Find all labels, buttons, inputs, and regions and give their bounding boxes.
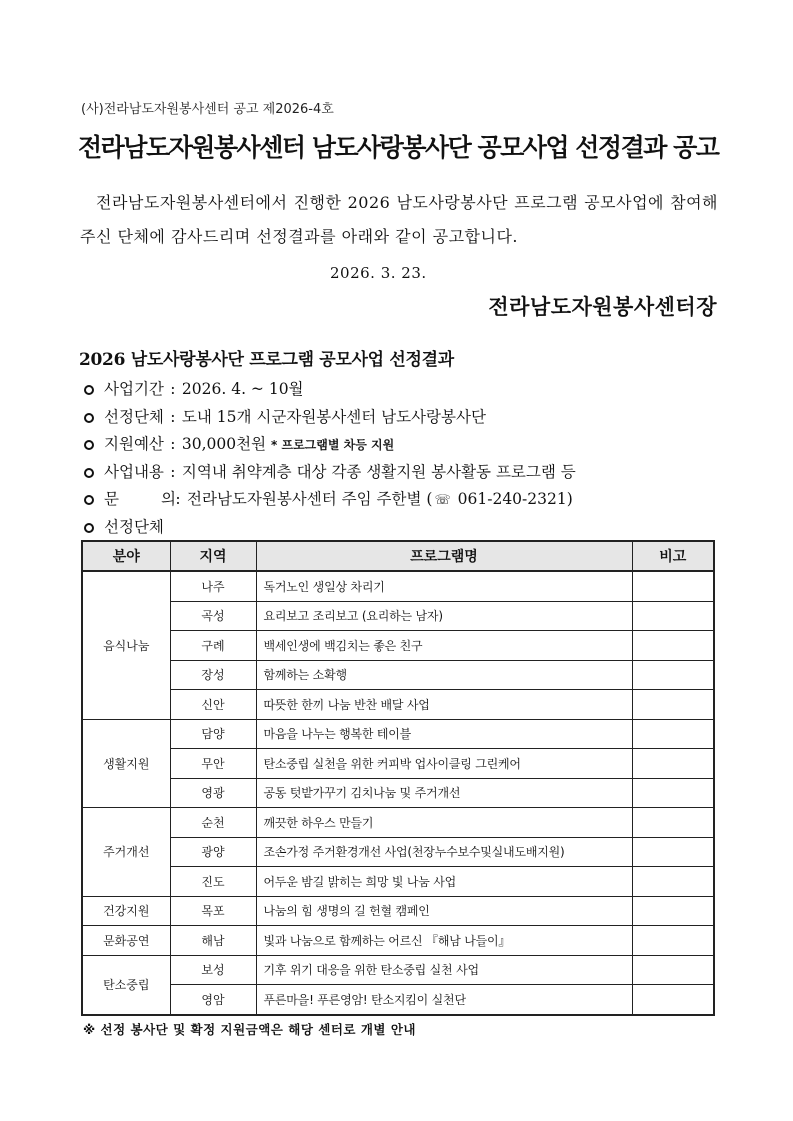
program-cell: 푸른마을! 푸른영암! 탄소지킴이 실천단 xyxy=(256,985,632,1015)
table-header-row xyxy=(82,541,714,571)
program-cell: 빛과 나눔으로 함께하는 어르신 『해남 나들이』 xyxy=(256,926,632,956)
region-cell: 순천 xyxy=(170,808,256,838)
info-value: 도내 15개 시군자원봉사센터 남도사랑봉사단 xyxy=(181,407,486,426)
region-cell: 신안 xyxy=(170,690,256,720)
table-row xyxy=(82,719,714,749)
table-row xyxy=(82,660,714,690)
program-cell: 따뜻한 한끼 나눔 반찬 배달 사업 xyxy=(256,690,632,720)
table-row xyxy=(82,749,714,779)
note-cell xyxy=(632,926,714,956)
budget-note: * 프로그램별 차등 지원 xyxy=(271,438,395,452)
program-cell: 함께하는 소확행 xyxy=(256,660,632,690)
info-list xyxy=(84,376,576,541)
info-value: 30,000천원 xyxy=(181,435,267,453)
contact-phone: 061-240-2321) xyxy=(457,490,573,508)
program-cell: 조손가정 주거환경개선 사업(천장누수보수및실내도배지원) xyxy=(256,837,632,867)
category-cell: 건강지원 xyxy=(82,896,170,926)
table-row xyxy=(82,571,714,601)
note-cell xyxy=(632,660,714,690)
info-value: 2026. 4. ~ 10월 xyxy=(181,380,304,398)
region-cell: 나주 xyxy=(170,571,256,601)
note-cell xyxy=(632,985,714,1015)
table-body xyxy=(82,571,714,1015)
category-cell: 주거개선 xyxy=(82,808,170,897)
note-cell xyxy=(632,690,714,720)
region-cell: 광양 xyxy=(170,837,256,867)
info-label: 문 의 xyxy=(104,490,176,508)
table-row xyxy=(82,601,714,631)
section-title: 2026 남도사랑봉사단 프로그램 공모사업 선정결과 xyxy=(79,350,454,370)
note-cell xyxy=(632,749,714,779)
program-cell: 나눔의 힘 생명의 길 헌혈 캠페인 xyxy=(256,896,632,926)
region-cell: 장성 xyxy=(170,660,256,690)
note-cell xyxy=(632,837,714,867)
region-cell: 곡성 xyxy=(170,601,256,631)
intro-paragraph: 전라남도자원봉사센터에서 진행한 2026 남도사랑봉사단 프로그램 공모사업에 참여해 주신 단체에 감사드리며 선정결과를 아래와 같이 공고합니다. xyxy=(80,193,718,246)
program-cell: 깨끗한 하우스 만들기 xyxy=(256,808,632,838)
info-value: 지역내 취약계층 대상 각종 생활지원 봉사활동 프로그램 등 xyxy=(181,462,576,481)
info-item-budget: 지원예산 : 30,000천원 * 프로그램별 차등 지원 xyxy=(84,431,576,459)
program-cell: 공동 텃밭가꾸기 김치나눔 및 주거개선 xyxy=(256,778,632,808)
note-cell xyxy=(632,719,714,749)
region-cell: 진도 xyxy=(170,867,256,897)
table-row xyxy=(82,867,714,897)
program-cell: 요리보고 조리보고 (요리하는 남자) xyxy=(256,601,632,631)
info-item-period: 사업기간 : 2026. 4. ~ 10월 xyxy=(84,376,576,404)
note-cell xyxy=(632,808,714,838)
region-cell: 영암 xyxy=(170,985,256,1015)
selection-table xyxy=(81,540,715,1016)
program-cell: 독거노인 생일상 차리기 xyxy=(256,571,632,601)
header-category: 분야 xyxy=(82,541,170,571)
info-label: 선정단체 xyxy=(104,407,164,426)
program-cell: 백세인생에 백김치는 좋은 친구 xyxy=(256,631,632,661)
table-row xyxy=(82,690,714,720)
circle-bullet-icon xyxy=(84,413,94,423)
note-cell xyxy=(632,601,714,631)
region-cell: 무안 xyxy=(170,749,256,779)
table-row xyxy=(82,778,714,808)
info-item-list xyxy=(84,514,576,542)
notice-number: (사)전라남도자원봉사센터 공고 제2026-4호 xyxy=(81,102,334,117)
category-cell: 생활지원 xyxy=(82,719,170,808)
info-label: 사업내용 xyxy=(104,462,164,481)
document-date: 2026. 3. 23. xyxy=(330,264,427,282)
program-cell: 어두운 밤길 밝히는 희망 빛 나눔 사업 xyxy=(256,867,632,897)
region-cell: 보성 xyxy=(170,955,256,985)
note-cell xyxy=(632,867,714,897)
telephone-icon: ☏ xyxy=(434,493,451,508)
program-cell: 기후 위기 대응을 위한 탄소중립 실천 사업 xyxy=(256,955,632,985)
info-item-contact: 문 의: 전라남도자원봉사센터 주임 주한별 ( ☏ 061-240-2321) xyxy=(84,486,576,514)
circle-bullet-icon xyxy=(84,385,94,395)
category-cell: 문화공연 xyxy=(82,926,170,956)
info-label: 지원예산 xyxy=(104,435,164,453)
table-row xyxy=(82,808,714,838)
footnote: ※ 선정 봉사단 및 확정 지원금액은 해당 센터로 개별 안내 xyxy=(83,1022,416,1037)
header-region: 지역 xyxy=(170,541,256,571)
note-cell xyxy=(632,778,714,808)
region-cell: 담양 xyxy=(170,719,256,749)
circle-bullet-icon xyxy=(84,523,94,533)
table-row xyxy=(82,955,714,985)
header-note: 비고 xyxy=(632,541,714,571)
table-row xyxy=(82,926,714,956)
table-row xyxy=(82,837,714,867)
category-cell: 탄소중립 xyxy=(82,955,170,1015)
region-cell: 목포 xyxy=(170,896,256,926)
circle-bullet-icon xyxy=(84,495,94,505)
issuer-signature: 전라남도자원봉사센터장 xyxy=(488,294,717,319)
info-item-content: 사업내용 : 지역내 취약계층 대상 각종 생활지원 봉사활동 프로그램 등 xyxy=(84,459,576,487)
info-label: 선정단체 xyxy=(104,517,164,536)
note-cell xyxy=(632,631,714,661)
region-cell: 해남 xyxy=(170,926,256,956)
info-value: 전라남도자원봉사센터 주임 주한별 ( xyxy=(187,490,433,508)
category-cell: 음식나눔 xyxy=(82,571,170,719)
note-cell xyxy=(632,955,714,985)
table-row xyxy=(82,896,714,926)
table-row xyxy=(82,631,714,661)
document-title: 전라남도자원봉사센터 남도사랑봉사단 공모사업 선정결과 공고 xyxy=(78,133,719,162)
region-cell: 영광 xyxy=(170,778,256,808)
circle-bullet-icon xyxy=(84,440,94,450)
table-row xyxy=(82,985,714,1015)
region-cell: 구례 xyxy=(170,631,256,661)
program-cell: 마음을 나누는 행복한 테이블 xyxy=(256,719,632,749)
program-cell: 탄소중립 실천을 위한 커피박 업사이클링 그린케어 xyxy=(256,749,632,779)
info-item-groups: 선정단체 : 도내 15개 시군자원봉사센터 남도사랑봉사단 xyxy=(84,404,576,432)
note-cell xyxy=(632,896,714,926)
circle-bullet-icon xyxy=(84,468,94,478)
header-program: 프로그램명 xyxy=(256,541,632,571)
note-cell xyxy=(632,571,714,601)
info-label: 사업기간 xyxy=(104,380,164,398)
